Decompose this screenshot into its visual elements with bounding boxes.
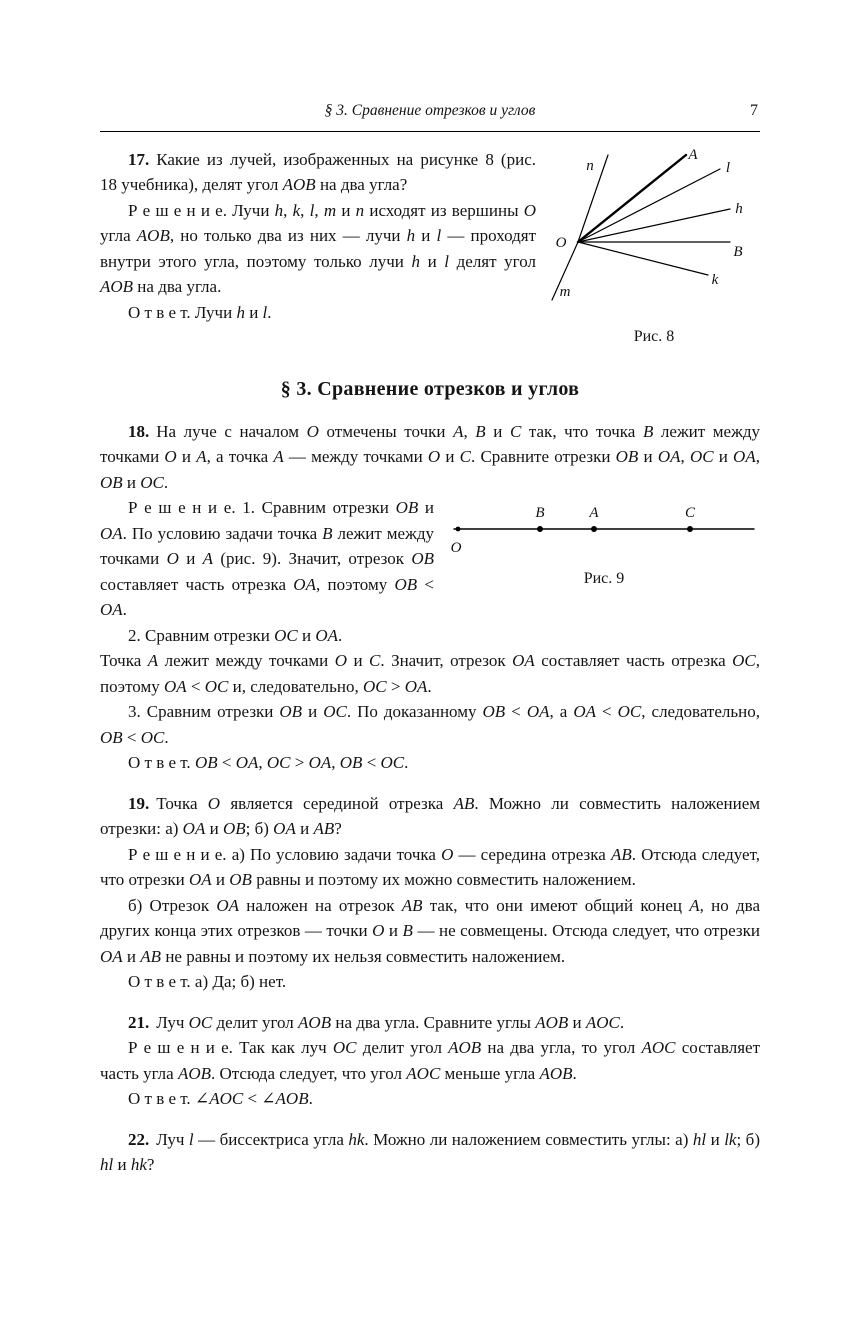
fig8-label-A: A xyxy=(688,146,698,163)
section-title: § 3. Сравнение отрезков и углов xyxy=(280,378,580,400)
problem-number: 18. xyxy=(128,421,150,441)
solution-paragraph: 3. Сравним отрезки OB и OC. По доказанному OB < OA, а OA < OC, следовательно, OB < OC. xyxy=(100,702,760,747)
figure-9-caption: Рис. 9 xyxy=(583,570,625,587)
fig8-label-l: l xyxy=(725,159,731,176)
page-header xyxy=(100,98,760,132)
solution-paragraph: Точка A лежит между точками O и C. Значит, отрезок OA составляет часть отрезка OC, поэтому OA < OC и, следовательно, OC > OA. xyxy=(100,651,761,696)
problem-22 xyxy=(100,1127,760,1178)
solution-paragraph: Р е ш е н и е. Так как луч OC делит угол AOB на два угла, то угол AOC составляет часть угла AOB. Отсюда следует, что угол AOC меньше угла AOB. xyxy=(100,1038,761,1083)
problem-statement xyxy=(100,791,760,842)
solution-paragraph: Р е ш е н и е. а) По условию задачи точка O — середина отрезка AB. Отсюда следует, что отрезки OA и OB равны и поэтому их можно совместить наложением. xyxy=(100,844,760,889)
figure-9 xyxy=(448,499,760,592)
answer: О т в е т. ∠AOC < ∠AOB. xyxy=(128,1089,313,1108)
fig9-label-C: C xyxy=(684,505,696,521)
fig8-label-h: h xyxy=(735,200,743,217)
figure-9-drawing xyxy=(448,499,760,561)
fig9-label-A: A xyxy=(589,505,599,521)
figure-8-caption: Рис. 8 xyxy=(633,327,675,345)
fig9-label-O: O xyxy=(450,540,462,556)
problem-statement-text: Точка O является серединой отрезка AB. Можно ли совместить наложением отрезки: а) OA и OB; б) OA и AB? xyxy=(100,793,761,838)
answer: О т в е т. OB < OA, OC > OA, OB < OC. xyxy=(128,753,409,772)
solution-paragraph: Р е ш е н и е. 1. Сравним отрезки OB и OA. По условию задачи точка B лежит между точками O и A (рис. 9). Значит, отрезок OB составляет часть отрезка OA, поэтому OB < OA. xyxy=(100,498,434,619)
solution-paragraph: Р е ш е н и е. Лучи h, k, l, m и n исходят из вершины O угла AOB, но только два из них — лучи h и l — проходят внутри этого угла, поэтому только лучи h и l делят угол AOB на два угла. xyxy=(100,200,536,296)
problem-number: 22. xyxy=(128,1129,150,1149)
fig8-label-m: m xyxy=(559,283,571,300)
fig8-label-n: n xyxy=(586,157,594,174)
figure-8 xyxy=(548,147,760,350)
problem-19 xyxy=(100,791,760,995)
fig8-label-k: k xyxy=(711,271,719,288)
problem-statement-text: Какие из лучей, изображенных на рисунке 8 (рис. 18 учебника), делят угол AOB на два угла? xyxy=(100,149,536,194)
problem-statement-text: На луче с началом O отмечены точки A, B и C так, что точка B лежит между точками O и A, а точка A — между точками O и C. Сравните отрезки OB и OA, OC и OA, OB и OC. xyxy=(100,421,760,492)
fig9-label-B: B xyxy=(535,505,545,521)
problem-statement xyxy=(100,419,760,496)
problem-statement xyxy=(100,1010,760,1036)
answer: О т в е т. а) Да; б) нет. xyxy=(128,972,287,991)
fig8-label-B: B xyxy=(733,243,743,260)
running-title: § 3. Сравнение отрезков и углов xyxy=(324,102,536,119)
problem-statement-text: Луч OC делит угол AOB на два угла. Сравните углы AOB и AOC. xyxy=(156,1012,625,1032)
page-number: 7 xyxy=(750,102,758,119)
solution-paragraph: б) Отрезок OA наложен на отрезок AB так, что они имеют общий конец A, но два других конца этих отрезков — точки O и B — не совмещены. Отсюда следует, что отрезки OA и AB не равны и поэтому их нельзя совместить наложением. xyxy=(100,895,760,966)
solution-paragraph: 2. Сравним отрезки OC и OA. xyxy=(128,625,343,645)
problem-number: 21. xyxy=(128,1012,150,1032)
problem-18 xyxy=(100,419,760,776)
answer: О т в е т. Лучи h и l. xyxy=(128,302,272,322)
problem-statement-text: Луч l — биссектриса угла hk. Можно ли наложением совместить углы: а) hl и lk; б) hl и hk? xyxy=(100,1129,760,1174)
fig8-label-O: O xyxy=(555,234,567,251)
problem-number: 17. xyxy=(128,149,150,169)
figure-8-drawing xyxy=(548,147,760,319)
problem-21 xyxy=(100,1010,760,1112)
problem-statement xyxy=(100,1127,760,1178)
problem-number: 19. xyxy=(128,793,150,813)
problem-17 xyxy=(100,147,760,354)
